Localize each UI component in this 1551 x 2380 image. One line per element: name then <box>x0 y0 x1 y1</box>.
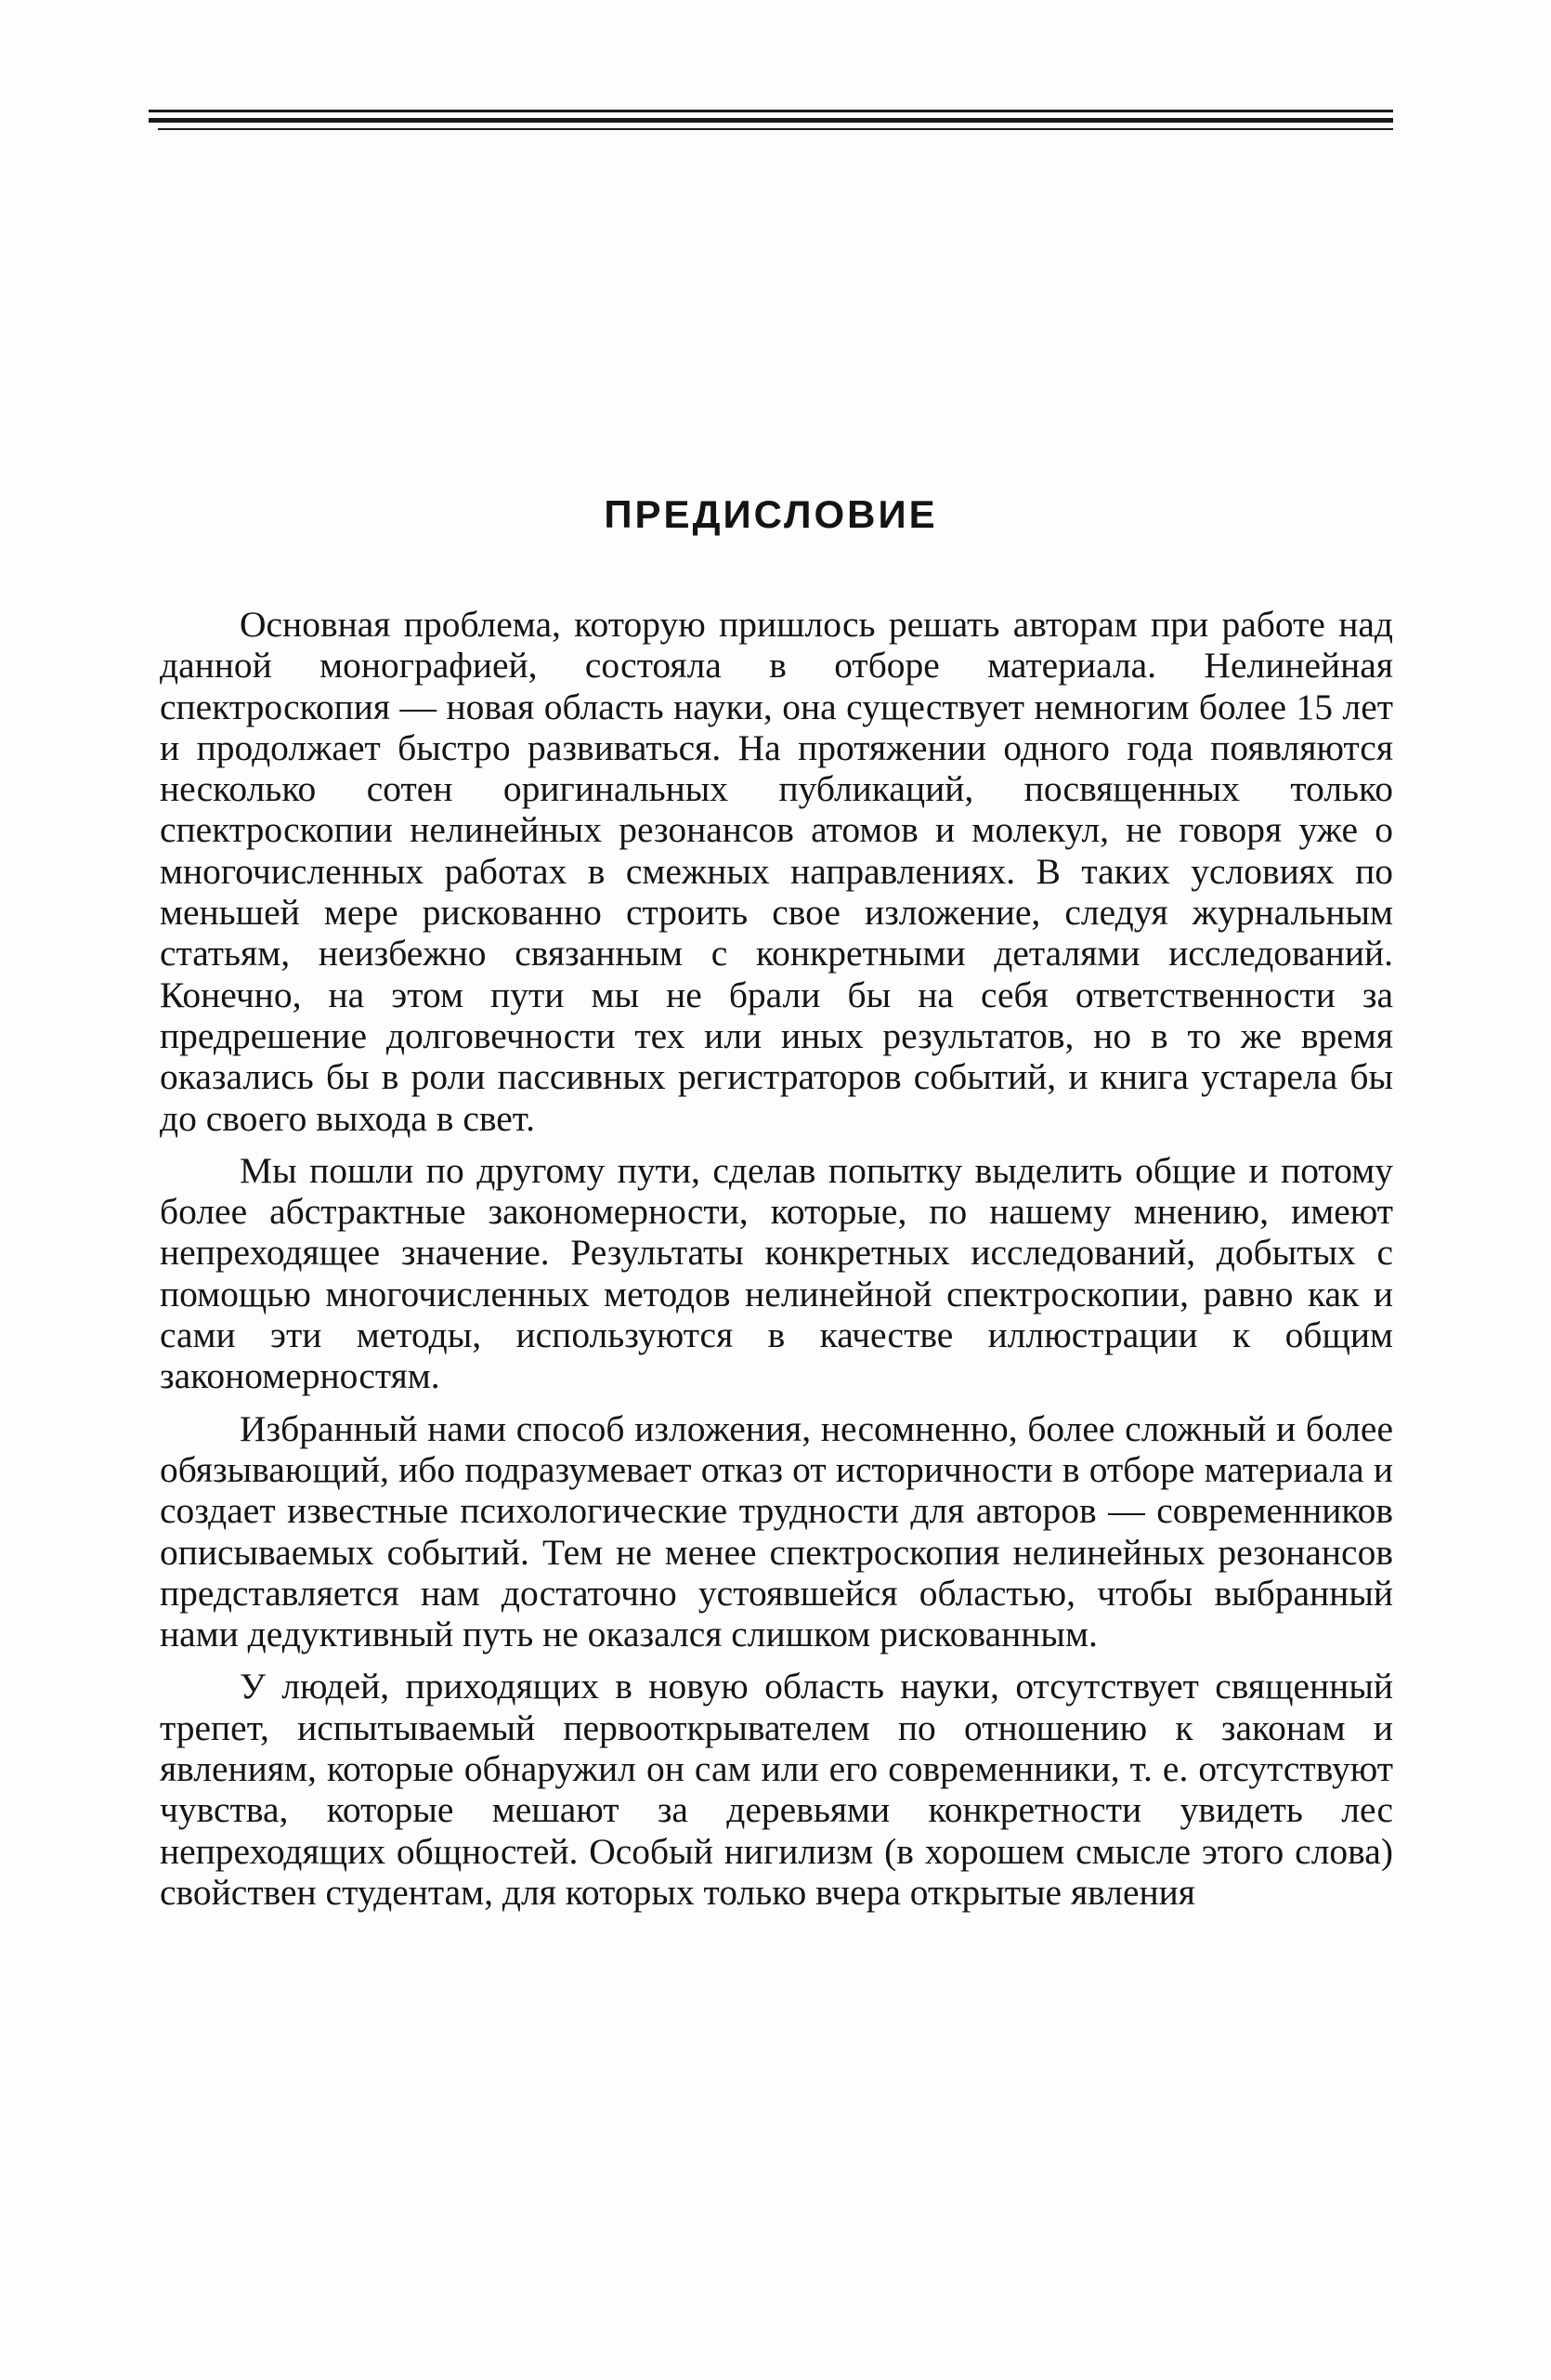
paragraph-4: У людей, приходящих в новую область науки, отсутствует священный трепет, испытываемый первооткрывателем по отношению к законам и явлениям, которые обнаружил он сам или его современники, т. е. отсутствуют чувства, которые мешают за деревьями конкретности увидеть лес непреходящих общностей. Особый нигилизм (в хорошем смысле этого слова) свойствен студентам, для которых только вчера открытые явления <box>160 1666 1393 1913</box>
paragraph-2: Мы пошли по другому пути, сделав попытку выделить общие и потому более абстрактные закономерности, которые, по нашему мнению, имеют непреходящее значение. Результаты конкретных исследований, добытых с помощью многочисленных методов нелинейной спектроскопии, равно как и сами эти методы, используются в качестве иллюстрации к общим закономерностям. <box>160 1149 1393 1397</box>
paragraph-3: Избранный нами способ изложения, несомненно, более сложный и более обязывающий, ибо подразумевает отказ от историчности в отборе материала и создает известные психологические трудности для авторов — современников описываемых событий. Тем не менее спектроскопия нелинейных резонансов представляется нам достаточно устоявшейся областью, чтобы выбранный нами дедуктивный путь не оказался слишком рискованным. <box>160 1407 1393 1655</box>
header-rule-bottom <box>158 128 1393 130</box>
body-text <box>160 604 1393 1924</box>
header-rule-top <box>149 110 1393 112</box>
header-rule-middle <box>149 118 1393 123</box>
paragraph-1: Основная проблема, которую пришлось решать авторам при работе над данной монографией, состояла в отборе материала. Нелинейная спектроскопия — новая область науки, она существует немногим более 15 лет и продолжает быстро развиваться. На протяжении одного года появляются несколько сотен оригинальных публикаций, посвященных только спектроскопии нелинейных резонансов атомов и молекул, не говоря уже о многочисленных работах в смежных направлениях. В таких условиях по меньшей мере рискованно строить свое изложение, следуя журнальным статьям, неизбежно связанным с конкретными деталями исследований. Конечно, на этом пути мы не брали бы на себя ответственности за предрешение долговечности тех или иных результатов, но в то же время оказались бы в роли пассивных регистраторов событий, и книга устарела бы до своего выхода в свет. <box>160 604 1393 1139</box>
page-title: ПРЕДИСЛОВИЕ <box>604 492 938 536</box>
